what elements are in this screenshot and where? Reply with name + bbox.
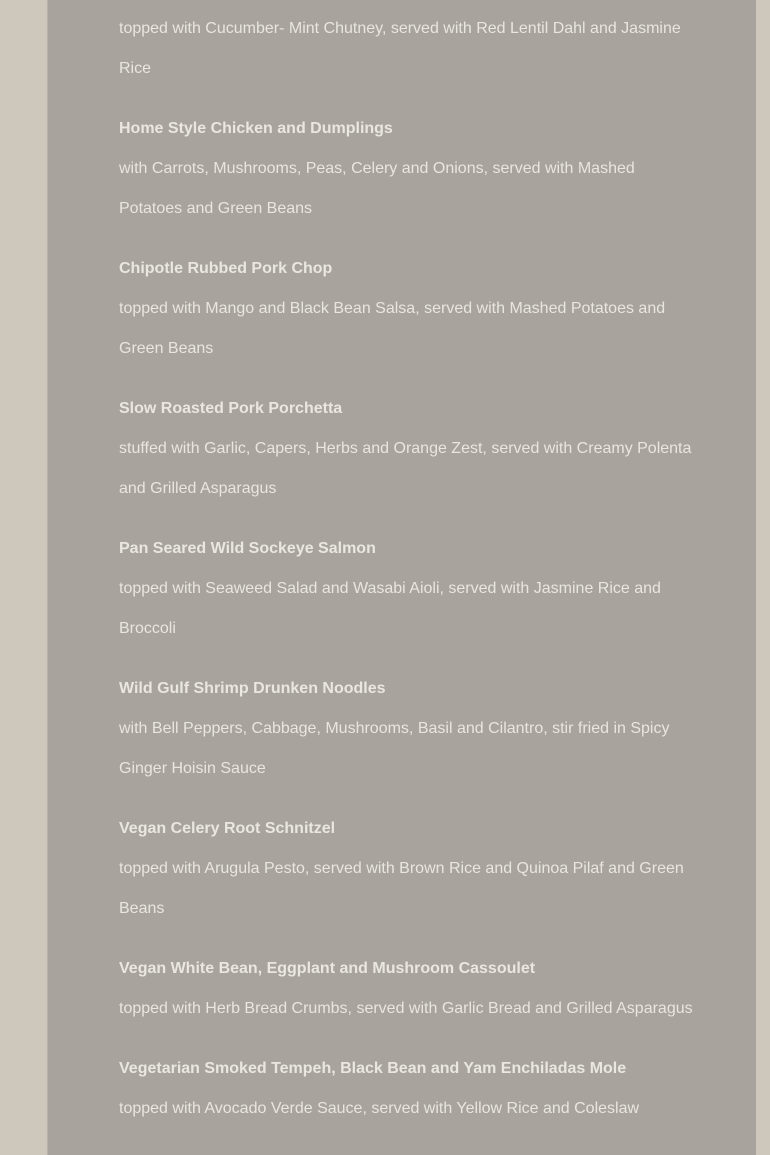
menu-item: [119, 669, 699, 789]
menu-item: [119, 389, 699, 509]
menu-item-name: Chipotle Rubbed Pork Chop: [119, 260, 333, 277]
menu-item: [119, 529, 699, 649]
menu-item-name: Slow Roasted Pork Porchetta: [119, 400, 343, 417]
menu-item-description: stuffed with Garlic, Capers, Herbs and Orange Zest, served with Creamy Polenta and Grilled Asparagus: [119, 440, 692, 497]
menu-item-description: with Carrots, Mushrooms, Peas, Celery and Onions, served with Mashed Potatoes and Green Beans: [119, 160, 635, 217]
menu-item-description: topped with Seaweed Salad and Wasabi Aioli, served with Jasmine Rice and Broccoli: [119, 580, 661, 637]
menu-item: [119, 109, 699, 229]
menu-list: [119, 9, 699, 1149]
menu-item-description: topped with Cucumber- Mint Chutney, served with Red Lentil Dahl and Jasmine Rice: [119, 20, 681, 77]
menu-item-description: topped with Arugula Pesto, served with Brown Rice and Quinoa Pilaf and Green Beans: [119, 860, 684, 917]
menu-item-name: Wild Gulf Shrimp Drunken Noodles: [119, 680, 386, 697]
menu-item: [119, 249, 699, 369]
menu-item-name: Vegan White Bean, Eggplant and Mushroom Cassoulet: [119, 960, 536, 977]
menu-item-description: with Bell Peppers, Cabbage, Mushrooms, Basil and Cilantro, stir fried in Spicy Ginger Hoisin Sauce: [119, 720, 670, 777]
menu-item-name: Vegan Celery Root Schnitzel: [119, 820, 336, 837]
menu-item-name: Vegetarian Smoked Tempeh, Black Bean and Yam Enchiladas Mole: [119, 1060, 627, 1077]
menu-item-description: topped with Herb Bread Crumbs, served with Garlic Bread and Grilled Asparagus: [119, 1000, 693, 1017]
menu-item-name: Pan Seared Wild Sockeye Salmon: [119, 540, 376, 557]
menu-item-name: Home Style Chicken and Dumplings: [119, 120, 393, 137]
menu-item: [119, 949, 699, 1029]
menu-item: [119, 1049, 699, 1129]
menu-item: [119, 809, 699, 929]
menu-item: [119, 9, 699, 89]
menu-panel: [47, 0, 756, 1155]
menu-item-description: topped with Avocado Verde Sauce, served with Yellow Rice and Coleslaw: [119, 1100, 640, 1117]
menu-item-description: topped with Mango and Black Bean Salsa, served with Mashed Potatoes and Green Beans: [119, 300, 666, 357]
